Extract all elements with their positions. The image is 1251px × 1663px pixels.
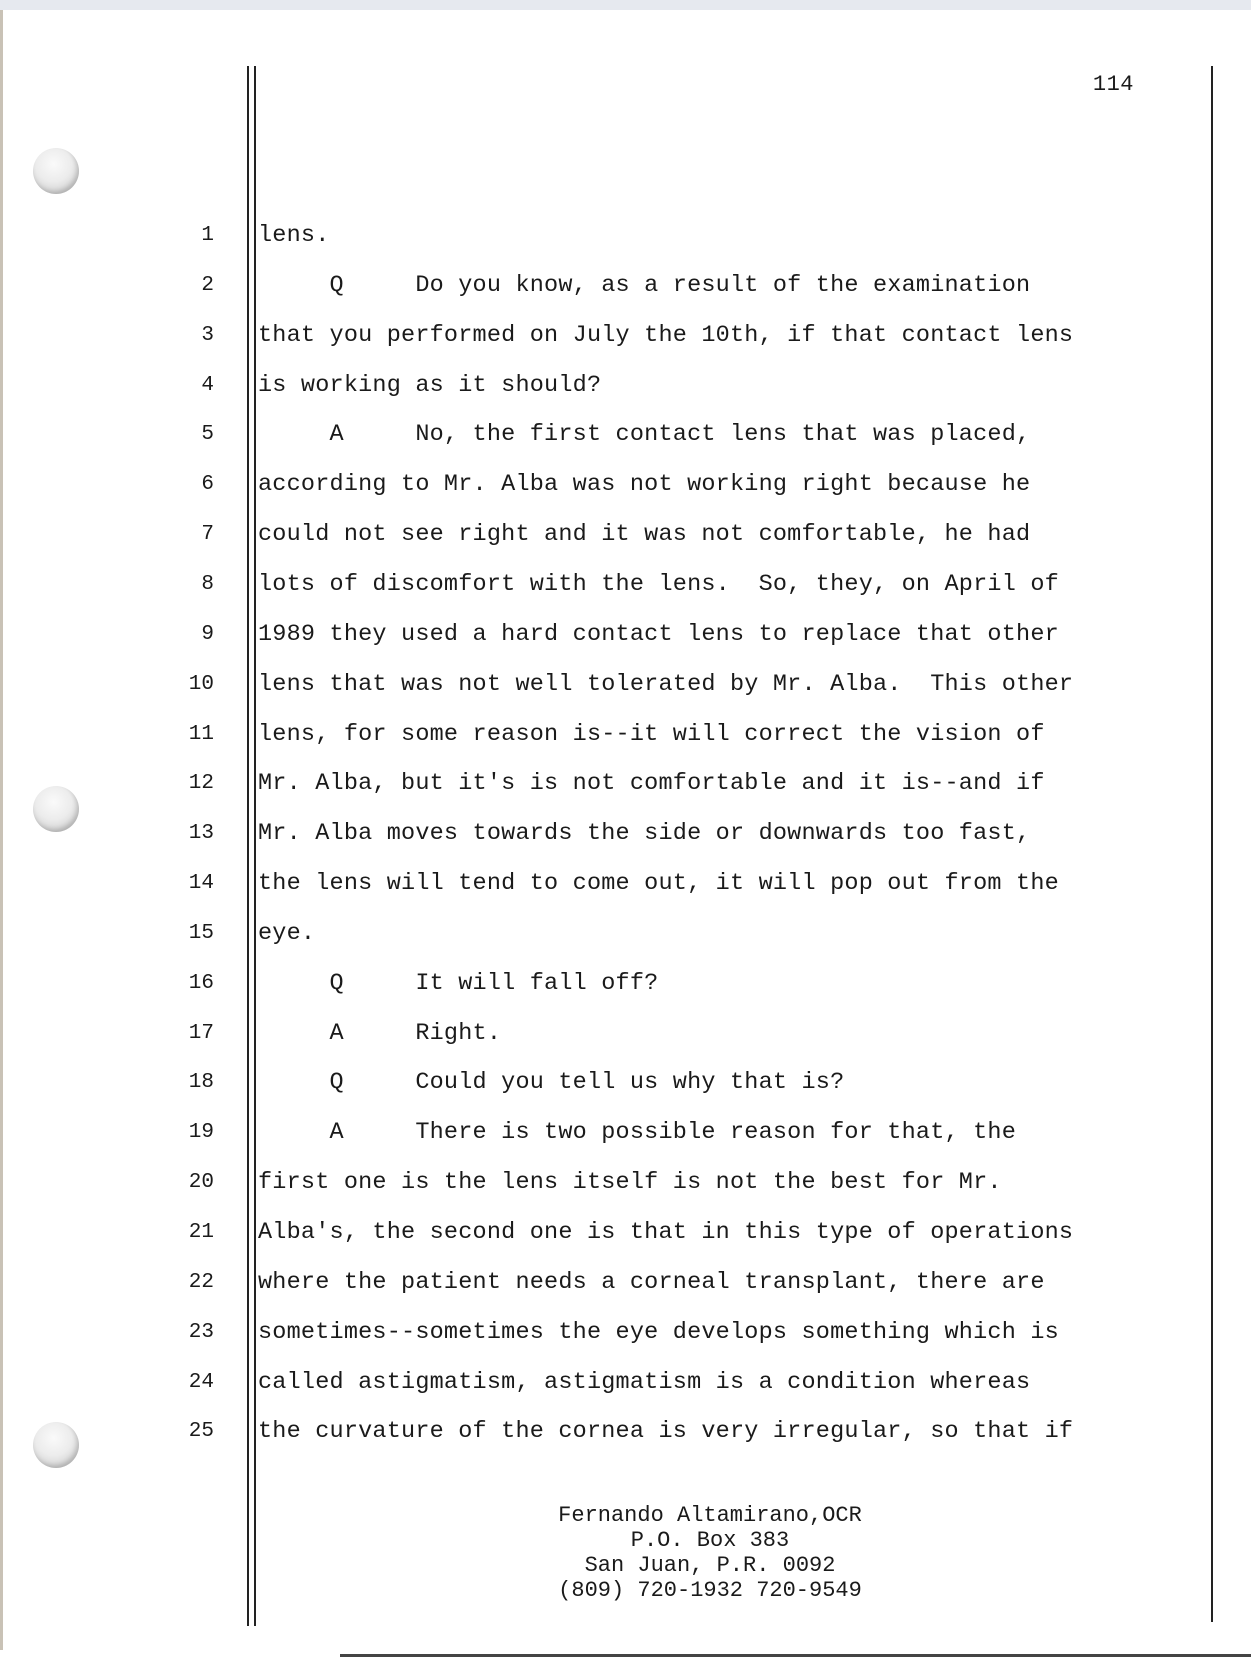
transcript-line: sometimes--sometimes the eye develops something which is [258,1319,1059,1346]
line-number: 5 [201,423,214,446]
line-number: 21 [188,1221,214,1244]
line-number: 16 [188,972,214,995]
transcript-line: lens, for some reason is--it will correct the vision of [258,721,1045,748]
reporter-city: San Juan, P.R. 0092 [584,1553,836,1578]
transcript-line: A No, the first contact lens that was placed, [258,421,1031,448]
right-margin-rule [1211,66,1213,1622]
transcript-line: could not see right and it was not comfortable, he had [258,521,1031,548]
transcript-line: Q Do you know, as a result of the examination [258,272,1031,299]
line-number: 11 [188,723,214,746]
line-number: 18 [188,1071,214,1094]
scan-left-edge [0,10,3,1650]
transcript-line: A There is two possible reason for that, the [258,1119,1017,1146]
punch-hole-middle [33,786,79,832]
punch-hole-bottom [33,1422,79,1468]
left-margin-rule-outer [247,66,249,1626]
line-number: 25 [188,1420,214,1443]
transcript-line: Q It will fall off? [258,970,659,997]
line-number: 1 [201,224,214,247]
reporter-footer [460,1503,960,1603]
transcript-line: lens that was not well tolerated by Mr. Alba. This other [258,671,1074,698]
transcript-line: eye. [258,920,316,947]
reporter-name: Fernando Altamirano,OCR [558,1503,862,1528]
line-number: 19 [188,1121,214,1144]
transcript-line: where the patient needs a corneal transplant, there are [258,1269,1045,1296]
transcript-line: Q Could you tell us why that is? [258,1069,845,1096]
reporter-address: P.O. Box 383 [630,1528,790,1553]
transcript-line: according to Mr. Alba was not working right because he [258,471,1031,498]
transcript-line: first one is the lens itself is not the best for Mr. [258,1169,1002,1196]
transcript-line: lens. [258,222,330,249]
scan-bottom-edge [340,1654,1251,1657]
line-number: 2 [201,274,214,297]
line-number: 6 [201,473,214,496]
transcript-line: lots of discomfort with the lens. So, they, on April of [258,571,1059,598]
transcript-line: 1989 they used a hard contact lens to replace that other [258,621,1059,648]
line-number: 14 [188,872,214,895]
transcript-line: A Right. [258,1020,502,1047]
line-number: 17 [188,1022,214,1045]
page-number: 114 [1092,72,1134,97]
line-number: 23 [188,1321,214,1344]
line-number: 3 [201,324,214,347]
line-number: 4 [201,374,214,397]
line-number: 15 [188,922,214,945]
line-number: 24 [188,1371,214,1394]
transcript-line: Alba's, the second one is that in this type of operations [258,1219,1074,1246]
line-number: 13 [188,822,214,845]
scan-top-strip [0,0,1251,10]
transcript-line: that you performed on July the 10th, if that contact lens [258,322,1074,349]
transcript-line: the curvature of the cornea is very irregular, so that if [258,1418,1074,1445]
line-number: 9 [201,623,214,646]
line-number: 8 [201,573,214,596]
transcript-line: the lens will tend to come out, it will pop out from the [258,870,1059,897]
line-number: 10 [188,673,214,696]
transcript-line: Mr. Alba moves towards the side or downwards too fast, [258,820,1031,847]
line-number: 7 [201,523,214,546]
transcript-line: is working as it should? [258,372,602,399]
left-margin-rule-inner [254,66,256,1626]
line-number: 22 [188,1271,214,1294]
line-number: 12 [188,772,214,795]
reporter-phone: (809) 720-1932 720-9549 [558,1578,862,1603]
transcript-line: called astigmatism, astigmatism is a condition whereas [258,1369,1031,1396]
line-number: 20 [188,1171,214,1194]
transcript-line: Mr. Alba, but it's is not comfortable and it is--and if [258,770,1045,797]
punch-hole-top [33,148,79,194]
